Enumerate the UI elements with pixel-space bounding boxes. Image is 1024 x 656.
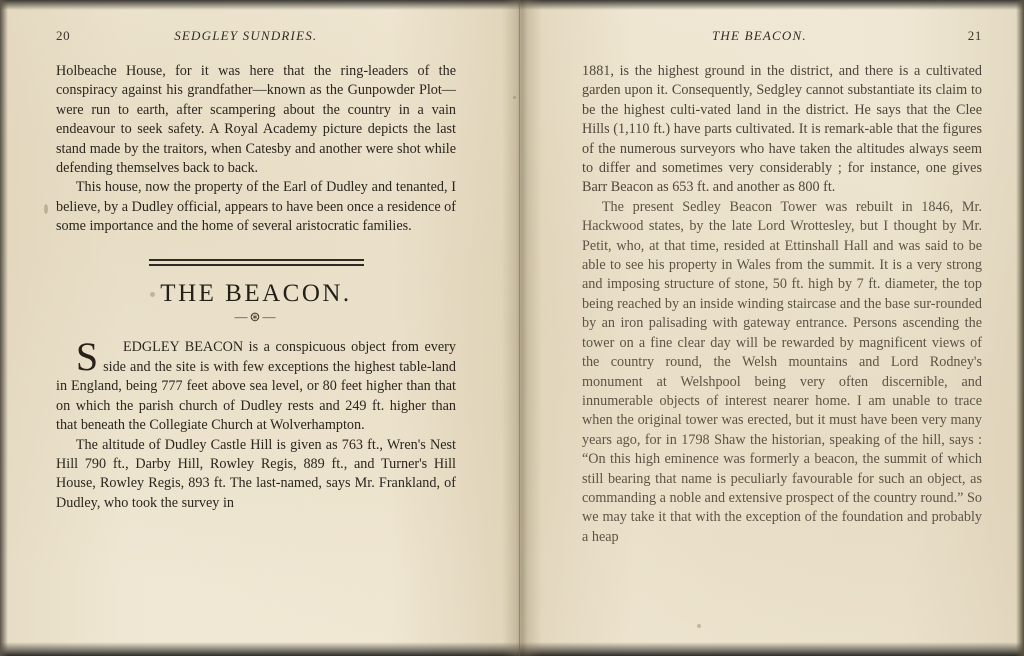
right-page [512,0,1024,656]
right-running-head [582,28,982,48]
left-running-head [56,28,456,48]
right-page-number: 21 [967,28,982,43]
right-running-title: THE BEACON. [712,28,807,43]
dropcap-paragraph [56,334,456,435]
right-column-body [582,62,982,547]
paragraph: This house, now the property of the Earl of Dudley and tenanted, I believe, by a Dudley official, appears to have been once a residence of some importance and the home of several aristocratic families. [56,179,456,235]
chapter-title: THE BEACON. [160,279,352,307]
left-page-number: 20 [56,28,71,43]
paragraph: Holbeache House, for it was here that the ring-leaders of the conspiracy against his grandfather—known as the Gunpowder Plot—were run to earth, after scampering about the country in a vain endeavour to seek safety. A Royal Academy picture depicts the last stand made by the traitors, when Catesby and another were shot while defending themselves back to back. [56,63,456,177]
paragraph: 1881, is the highest ground in the district, and there is a cultivated garden upon it. Consequently, Sedgley cannot substantiate its claim to be the highest culti-vated land in the district. He says that the Clee Hills (1,110 ft.) have parts cultivated. It is remark-able that the figures of the numerous surveyors who have taken the altitudes always seem to differ and sometimes very considerably ; for instance, one gives Barr Beacon as 653 ft. and another as 800 ft. [582,63,982,196]
paragraph: The altitude of Dudley Castle Hill is given as 763 ft., Wren's Nest Hill 790 ft., Darby Hill, Rowley Regis, 889 ft., and Turner's Hill House, Rowley Regis, 893 ft. The last-named, says Mr. Frankland, of Dudley, who took the survey in [56,436,456,511]
drop-cap-letter: S [75,334,99,380]
left-running-title: SEDGLEY SUNDRIES. [174,28,318,43]
ornament-icon: —⊛— [234,309,278,325]
section-divider-rule [149,259,364,266]
dropcap-paragraph-text: EDGLEY BEACON is a conspicuous object from every side and the site is with few exceptions the highest table-land in England, being 777 feet above sea level, or 80 feet higher than that on which the parish church of Dudley rests and 249 ft. higher than that beneath the Collegiate Church at Wolverhampton. [56,339,456,434]
left-column-body [56,62,456,513]
paragraph: The present Sedley Beacon Tower was rebuilt in 1846, Mr. Hackwood states, by the late Lord Wrottesley, but I thought by Mr. Petit, who, at that time, resided at Ettinshall Hall and was said to be able to see his property in Wales from the summit. It is a very strong and imposing structure of stone, 50 ft. high by 7 ft. diameter, the top being reached by an inside winding staircase and the base sur-rounded by an iron palisading with gateway entrance. Persons ascending the tower on a fine clear day will be rewarded by magnificent views of the country round, the Welsh mountains and Lord Rodney's monument at Welshpool being very often discernible, and innumerable objects of interest nearer home. I am unable to trace when the original tower was erected, but it must have been very many years ago, for in 1798 Shaw the historian, speaking of the hill, says : “On this high eminence was formerly a beacon, the summit of which still bearing that name is peculiarly favourable for such an object, as commanding a noble and extensive prospect of the country round.” So we may take it that with the exception of the foundation and probably a heap [582,198,982,545]
